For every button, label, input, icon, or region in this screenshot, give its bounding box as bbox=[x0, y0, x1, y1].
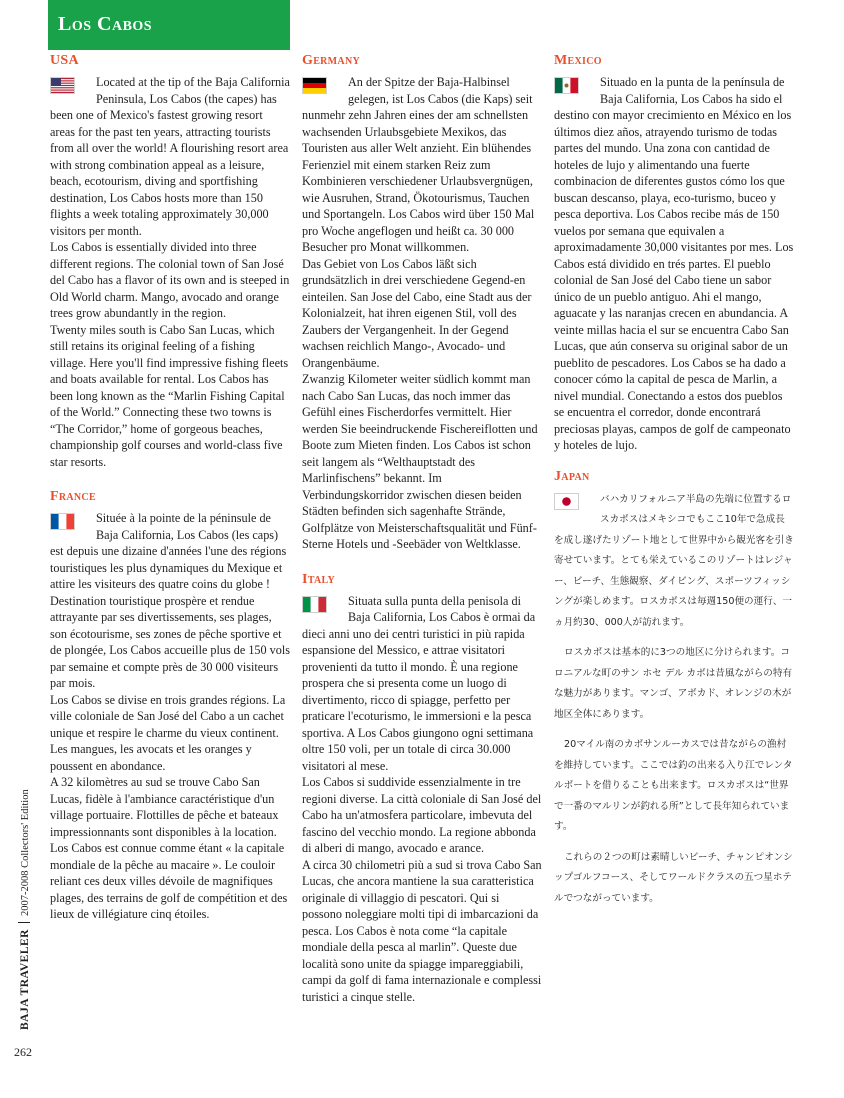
column-middle bbox=[302, 52, 542, 1005]
country-heading-japan: Japan bbox=[554, 468, 590, 484]
spine bbox=[6, 780, 36, 1040]
country-heading-germany: Germany bbox=[302, 53, 360, 68]
section-mexico bbox=[554, 52, 794, 454]
france-flag-icon bbox=[50, 513, 75, 530]
column-left bbox=[50, 52, 290, 923]
section-usa bbox=[50, 52, 290, 470]
japan-paragraph-4: これらの２つの町は素晴しいビーチ、チャンピオンシップゴルフコース、そしてワールドクラスの五つ星ホテルでつながっています。 bbox=[554, 851, 793, 904]
japan-paragraph-2: ロスカボスは基本的に3つの地区に分けられます。コロニアルな町のサン ホセ デル カボは昔風ながらの特有な魅力があります。マンゴ、アボカド、オレンジの木が地区全体にあります。 bbox=[554, 647, 793, 720]
italy-paragraph-3: A circa 30 chilometri più a sud si trova Cabo San Lucas, che ancora mantiene la sua caratteristica originale di villaggio di pescatori. Qui si possono noleggiare molti tipi di imbarcazioni da pesca. Los Cabos è nota come “la capitale mondiale della pesca al marlin”. Queste due località sono unite da spiagge impareggiabili, campi da golf di fama internazionale e complessi turistici a cinque stelle. bbox=[302, 857, 542, 1004]
spine-text bbox=[18, 770, 31, 1030]
spine-edition: 2007-2008 Collectors' Edition bbox=[20, 789, 31, 917]
country-heading-france: France bbox=[50, 489, 96, 504]
japan-paragraph-3: 20マイル南のカボサンルーカスでは昔ながらの漁村を維持しています。ここでは釣の出来る入り江でレンタルボートを借りることも出来ます。ロスカボスは“世界で一番のマルリンが釣れる所”として長年知られています。 bbox=[554, 739, 793, 832]
section-france bbox=[50, 488, 290, 923]
spine-brand: BAJA TRAVELER bbox=[19, 929, 31, 1030]
usa-paragraph-2: Los Cabos is essentially divided into three different regions. The colonial town of San José del Cabo has a flavor of its own and is steeped in Old World charm. Mango, avocado and orange trees grow abundantly in the region. bbox=[50, 240, 290, 320]
country-heading-usa: USA bbox=[50, 53, 79, 68]
italy-flag-icon bbox=[302, 596, 327, 613]
italy-paragraph-1: Situata sulla punta della penisola di Baja California, Los Cabos è ormai da dieci anni uno dei centri turistici in più rapida espansione del Messico, e attrae visitatori provenienti da tutto il mondo. È una regione prospera che si presenta come un luogo di divertimento, ricco di spiagge, perfetto per praticare l'ecoturismo, le immersioni e la pesca sportiva. A Los Cabos giungono ogni settimana oltre 150 voli, per un totale di circa 30.000 visitatori al mese. bbox=[302, 593, 536, 773]
title-banner bbox=[48, 0, 290, 50]
usa-paragraph-1: Located at the tip of the Baja California Peninsula, Los Cabos (the capes) has been one of Mexico's fastest growing resort areas for the past ten years, attracting tourists from all over the world! A flourishing resort area with strong combination appeal as a leisure, beach, ecotourism, diving and sportfishing destination, Los Cabos hosts more than 150 flights a week totaling approximately 30,000 visitors per month. bbox=[50, 75, 290, 238]
mexico-flag-icon bbox=[554, 77, 579, 94]
italy-paragraph-2: Los Cabos si suddivide essenzialmente in tre regioni diverse. La città coloniale di San José del Cabo ha un'atmosfera particolare, imbevuta del fascino del vecchio mondo. La regione abbonda di alberi di mango, avocado e arance. bbox=[302, 775, 542, 855]
page-title: Los Cabos bbox=[58, 13, 153, 35]
us-flag-icon bbox=[50, 77, 75, 94]
germany-paragraph-2: Das Gebiet von Los Cabos läßt sich grundsätzlich in drei verschiedene Gegend-en einteilen. San Jose del Cabo, eine Stadt aus der Kolonialzeit, hat ihren eigenen Stil, voll des Zaubers der Vergangenheit. In der Gegend wachsen reichlich Mango-, Avocado- und Orangenbäume. bbox=[302, 256, 532, 370]
france-paragraph-1: Située à la pointe de la péninsule de Baja California, Los Cabos (les caps) est depuis une dizaine d'années l'une des régions touristiques les plus dynamiques du Mexique et attire les visiteurs des quatre coins du globe ! Destination touristique prospère et rendue attrayante par ses divertissements, ses plages, son écotourisme, ses zones de pêche sportive et de plongée, Los Cabos accueille plus de 150 vols par semaine et compte près de 30 000 visiteurs par mois. bbox=[50, 511, 290, 690]
japan-paragraph-1: バハカリフォルニア半島の先端に位置するロスカボスはメキシコでもここ10年で急成長を成し遂げたリゾート地として世界中から観光客を引き寄せています。とても栄えているこのリゾートはレジャー、ビーチ、生態観察、ダイビング、スポーツフィッシングが楽しめます。ロスカボスは毎週150便の運行、一ヵ月約30、000人が訪れます。 bbox=[554, 493, 794, 628]
germany-paragraph-1: An der Spitze der Baja-Halbinsel gelegen, ist Los Cabos (die Kaps) seit nunmehr zehn Jahren eines der am schnellsten wachsenden Urlaubsgebiete Mexikos, das Touristen aus aller Welt anzieht. Ein blühendes Ferienziel mit einem starken Reiz zum Kombinieren verschiedener Urlaubsvergnügen, wie Ausruhen, Strand, Ökotourismus, Tauchen und Sportangeln. Los Cabos wird über 150 Mal pro Woche angeflogen und heißt ca. 30 000 Besucher pro Monat willkommen. bbox=[302, 75, 535, 254]
mexico-paragraph-1: Situado en la punta de la península de Baja California, Los Cabos ha sido el destino con mayor crecimiento en México en los últimos diez años, atrayendo turismo de todas partes del mundo. Una zona con cantidad de hoteles de lujo y alimentando una fuerte combinacion de diferentes gustos cómo los que buscan descanso, playa, eco-turismo, buceo y pesca deportiva. Los Cabos recibe más de 150 vuelos por semana que equivalen a aproximadamente 30,000 visitantes por mes. Los Cabos está dividido en trés partes. El pueblo colonial de San José del Cabo tiene un sabor único de un pueblo antiguo. Ahi el mango, aguacate y las naranjas crecen en abundancia. A veinte millas hacia el sur se encuentra Cabo San Lucas, que aún conserva su original sabor de un pueblito de pescadores. Los Cabos se ha dado a conocer cómo la capital de pesca de Marlin, a nivel mundial. Conectando a estos dos pueblos se encuentra el corredor, donde encontrará preciosas playas, campos de golf de campeonato y hoteles de lujo. bbox=[554, 75, 794, 452]
column-right bbox=[554, 52, 794, 909]
section-japan bbox=[554, 468, 794, 910]
france-paragraph-3: A 32 kilomètres au sud se trouve Cabo San Lucas, fidèle à l'ambiance caractéristique d'un village portuaire. Flottilles de pêche et bateaux impressionnants sont disponibles à la location. Los Cabos est connue comme étant « la capitale mondiale de la pêche au macaire ». Le couloir reliant ces deux villes dévoile de magnifiques plages, des terrains de golf de compétition et des lieux de villégiature cinq étoiles. bbox=[50, 775, 288, 921]
usa-paragraph-3: Twenty miles south is Cabo San Lucas, which still retains its original feeling of a fishing village. Here you'll find impressive fishing fleets and boats available for rental. Los Cabos has been long known as the “Marlin Fishing Capital of the World.” Connecting these two towns is “The Corridor,” home of gorgeous beaches, championship golf courses and world-class five star resorts. bbox=[50, 322, 289, 469]
section-germany bbox=[302, 52, 542, 553]
page-number: 262 bbox=[14, 1045, 32, 1059]
france-paragraph-2: Los Cabos se divise en trois grandes régions. La ville coloniale de San José del Cabo a un cachet unique et respire le charme du vieux continent. Les mangues, les avocats et les oranges y poussent en abondance. bbox=[50, 692, 286, 773]
country-heading-mexico: Mexico bbox=[554, 53, 602, 68]
germany-flag-icon bbox=[302, 77, 327, 94]
country-heading-italy: Italy bbox=[302, 571, 336, 587]
spine-divider bbox=[18, 922, 30, 923]
section-italy bbox=[302, 571, 542, 1006]
japan-flag-icon bbox=[554, 493, 579, 510]
germany-paragraph-3: Zwanzig Kilometer weiter südlich kommt man nach Cabo San Lucas, das noch immer das Gefühl eines Fischerdorfes vermittelt. Hier werden Sie beeindruckende Fischereiflotten und Boote zum Mieten finden. Los Cabos ist schon seit langem als “Welthauptstadt des Marlinfischens” bekannt. Im Verbindungskorridor zwischen diesen beiden Städten befinden sich sagenhafte Strände, Golfplätze von Meisterschaftsqualität und Fünf-Sterne Hotels und -Seebäder von Weltklasse. bbox=[302, 372, 538, 551]
